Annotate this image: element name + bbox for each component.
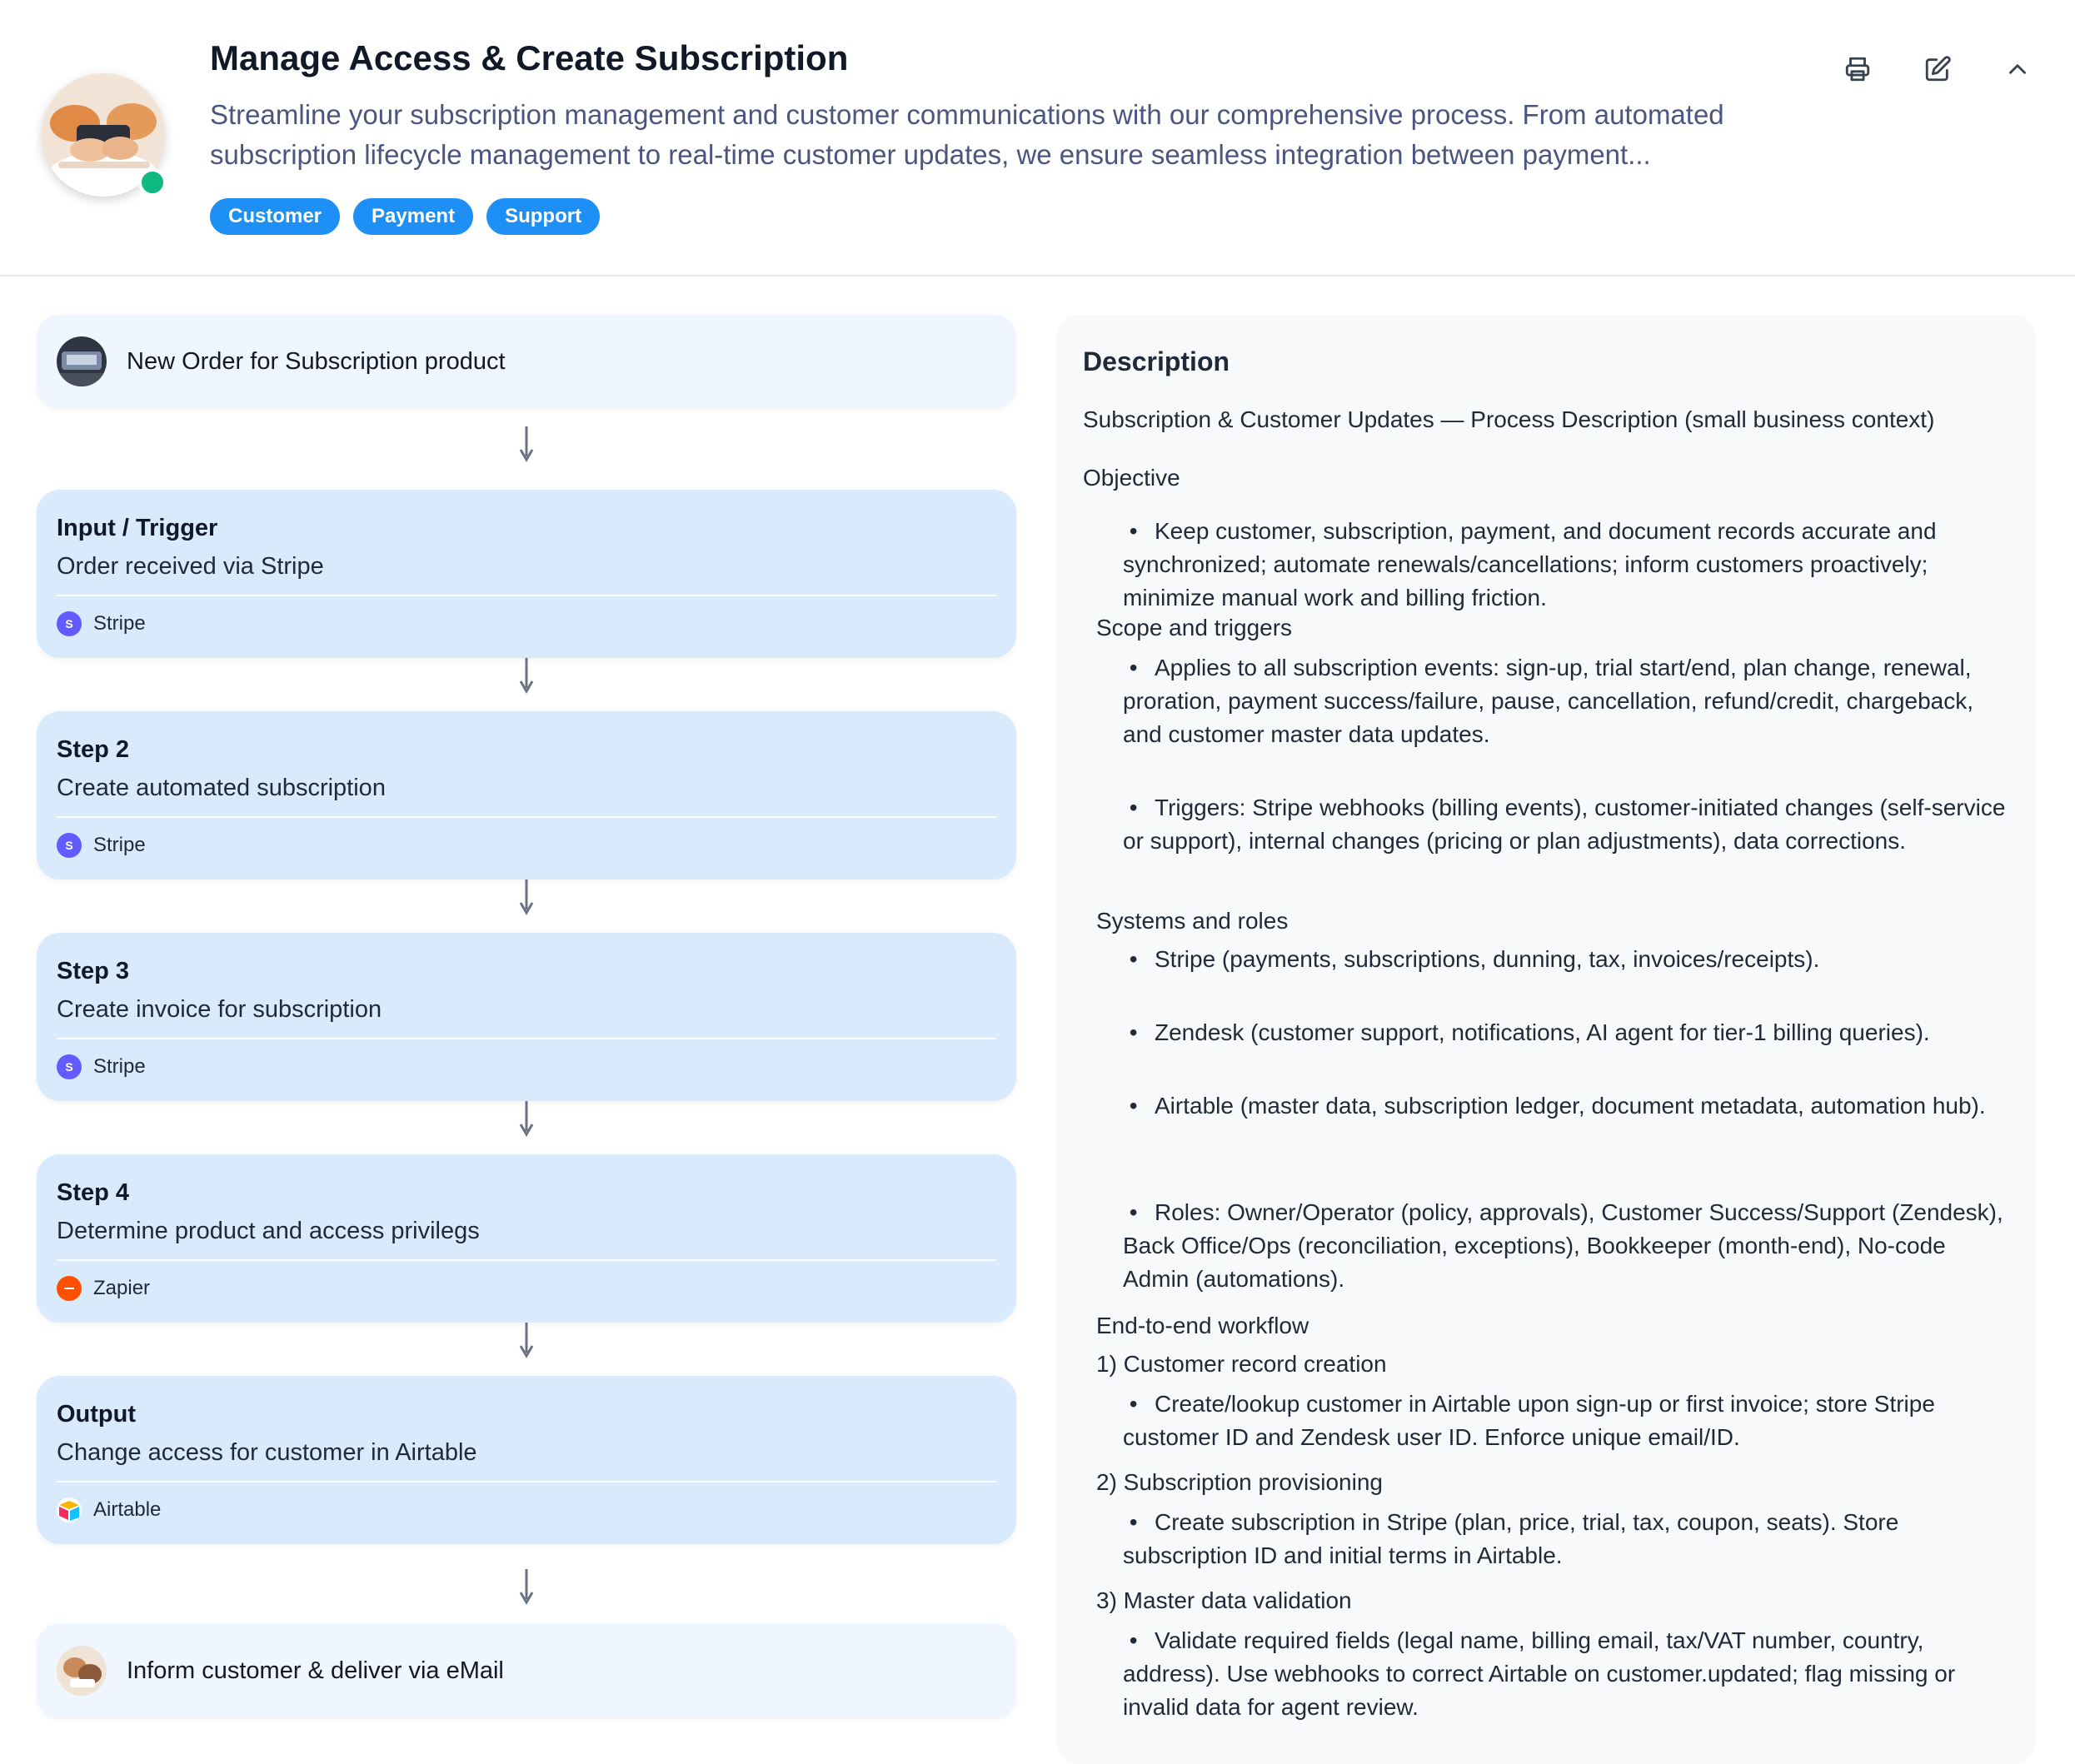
edit-icon xyxy=(1923,55,1952,83)
step-title: Output xyxy=(57,1401,137,1428)
header-actions xyxy=(1833,45,2042,93)
tag-list xyxy=(210,198,600,235)
step-app-label: Airtable xyxy=(93,1498,162,1521)
workflow-step-heading: 1) Customer record creation xyxy=(1096,1351,1387,1377)
page-subtitle: Streamline your subscription management and customer communications with our comprehensive process. From automated subscription lifecycle management to real-time customer updates, we ensure seamless integration between payment... xyxy=(210,99,1724,170)
svg-text:S: S xyxy=(65,839,73,852)
description-heading: Description xyxy=(1083,346,1230,376)
page-title: Manage Access & Create Subscription xyxy=(210,38,849,77)
flow-arrow-icon xyxy=(518,658,535,695)
step-divider xyxy=(57,1481,996,1482)
workflow-heading: End-to-end workflow xyxy=(1096,1313,1309,1338)
step-app xyxy=(57,1497,161,1522)
step-app-label: Stripe xyxy=(93,612,146,635)
step-app-label: Zapier xyxy=(93,1277,151,1299)
svg-text:S: S xyxy=(65,617,73,630)
step-divider xyxy=(57,816,996,818)
flow-arrow-icon xyxy=(518,1101,535,1138)
flow-step-3[interactable] xyxy=(37,933,1016,1101)
start-label: New Order for Subscription product xyxy=(127,347,506,375)
systems-item: • Roles: Owner/Operator (policy, approvals), Customer Success/Support (Zendesk), Back Office/Ops (reconciliation, exceptions), Bookkeeper (month-end), No-code Admin (automations). xyxy=(1123,1199,2003,1292)
step-divider xyxy=(57,1259,996,1261)
objective-heading: Objective xyxy=(1083,465,1180,491)
workflow-step-heading: 2) Subscription provisioning xyxy=(1096,1469,1383,1495)
scope-heading: Scope and triggers xyxy=(1096,615,1293,640)
printer-icon xyxy=(1843,55,1872,83)
flow-step-trigger[interactable] xyxy=(37,490,1016,658)
step-app xyxy=(57,833,146,858)
workflow-step-item: • Create/lookup customer in Airtable upon sign-up or first invoice; store Stripe customer ID and Zendesk user ID. Enforce unique email/ID. xyxy=(1123,1391,1935,1450)
end-label: Inform customer & deliver via eMail xyxy=(127,1657,504,1684)
stripe-icon xyxy=(57,833,82,858)
process-header xyxy=(0,0,2075,277)
step-description: Create automated subscription xyxy=(57,775,386,801)
flow-end[interactable] xyxy=(37,1624,1016,1717)
systems-item: • Zendesk (customer support, notifications, AI agent for tier-1 billing queries). xyxy=(1123,1019,1930,1045)
flow-step-4[interactable] xyxy=(37,1154,1016,1323)
step-description: Change access for customer in Airtable xyxy=(57,1439,477,1466)
description-panel xyxy=(1056,315,2036,1764)
flow-start[interactable] xyxy=(37,315,1016,408)
step-description: Determine product and access privilegs xyxy=(57,1218,480,1244)
flow-arrow-icon xyxy=(518,1323,535,1359)
zapier-icon xyxy=(57,1276,82,1301)
systems-item: • Airtable (master data, subscription ledger, document metadata, automation hub). xyxy=(1123,1093,1986,1119)
stripe-icon xyxy=(57,1054,82,1079)
print-button[interactable] xyxy=(1833,45,1882,93)
systems-item: • Stripe (payments, subscriptions, dunning, tax, invoices/receipts). xyxy=(1123,946,1820,972)
step-title: Input / Trigger xyxy=(57,515,218,541)
step-title: Step 4 xyxy=(57,1179,130,1206)
step-divider xyxy=(57,1038,996,1039)
step-divider xyxy=(57,595,996,596)
step-app-label: Stripe xyxy=(93,834,146,856)
step-description: Order received via Stripe xyxy=(57,553,324,580)
step-app xyxy=(57,1276,150,1301)
step-app xyxy=(57,1054,146,1079)
description-intro: Subscription & Customer Updates — Process Description (small business context) xyxy=(1083,406,1935,432)
edit-button[interactable] xyxy=(1913,45,1962,93)
tag-support[interactable]: Support xyxy=(486,198,600,235)
online-status-indicator xyxy=(138,168,167,197)
workflow-step-item: • Create subscription in Stripe (plan, price, trial, tax, coupon, seats). Store subscription ID and initial terms in Airtable. xyxy=(1123,1509,1899,1568)
step-title: Step 2 xyxy=(57,736,130,763)
chevron-up-icon xyxy=(2003,55,2032,83)
flow-arrow-icon xyxy=(518,880,535,916)
start-thumbnail-icon xyxy=(57,336,107,386)
flow-arrow-icon xyxy=(518,1569,535,1606)
objective-item: • Keep customer, subscription, payment, and document records accurate and synchronized; automate renewals/cancellations; inform customers proactively; minimize manual work and billing friction. xyxy=(1123,518,1937,610)
step-app xyxy=(57,611,146,636)
flow-arrow-icon xyxy=(518,426,535,463)
tag-customer[interactable]: Customer xyxy=(210,198,340,235)
flow-step-output[interactable] xyxy=(37,1376,1016,1544)
airtable-icon xyxy=(57,1497,82,1522)
step-title: Step 3 xyxy=(57,958,130,984)
workflow-step-item: • Validate required fields (legal name, billing email, tax/VAT number, country, address). Use webhooks to correct Airtable on customer.updated; flag missing or invalid data for agent review. xyxy=(1123,1627,1956,1720)
end-thumbnail-icon xyxy=(57,1646,107,1696)
scope-item: • Applies to all subscription events: sign-up, trial start/end, plan change, renewal, proration, payment success/failure, pause, cancellation, refund/credit, chargeback, and customer master data updates. xyxy=(1123,655,1974,747)
svg-text:S: S xyxy=(65,1060,73,1074)
step-app-label: Stripe xyxy=(93,1055,146,1078)
step-description: Create invoice for subscription xyxy=(57,996,382,1023)
flow-step-2[interactable] xyxy=(37,711,1016,880)
scope-item: • Triggers: Stripe webhooks (billing events), customer-initiated changes (self-service or support), internal changes (pricing or plan adjustments), data corrections. xyxy=(1123,795,2006,854)
systems-heading: Systems and roles xyxy=(1096,908,1289,934)
collapse-button[interactable] xyxy=(1993,45,2042,93)
stripe-icon xyxy=(57,611,82,636)
workflow-step-heading: 3) Master data validation xyxy=(1096,1587,1352,1613)
tag-payment[interactable]: Payment xyxy=(353,198,473,235)
